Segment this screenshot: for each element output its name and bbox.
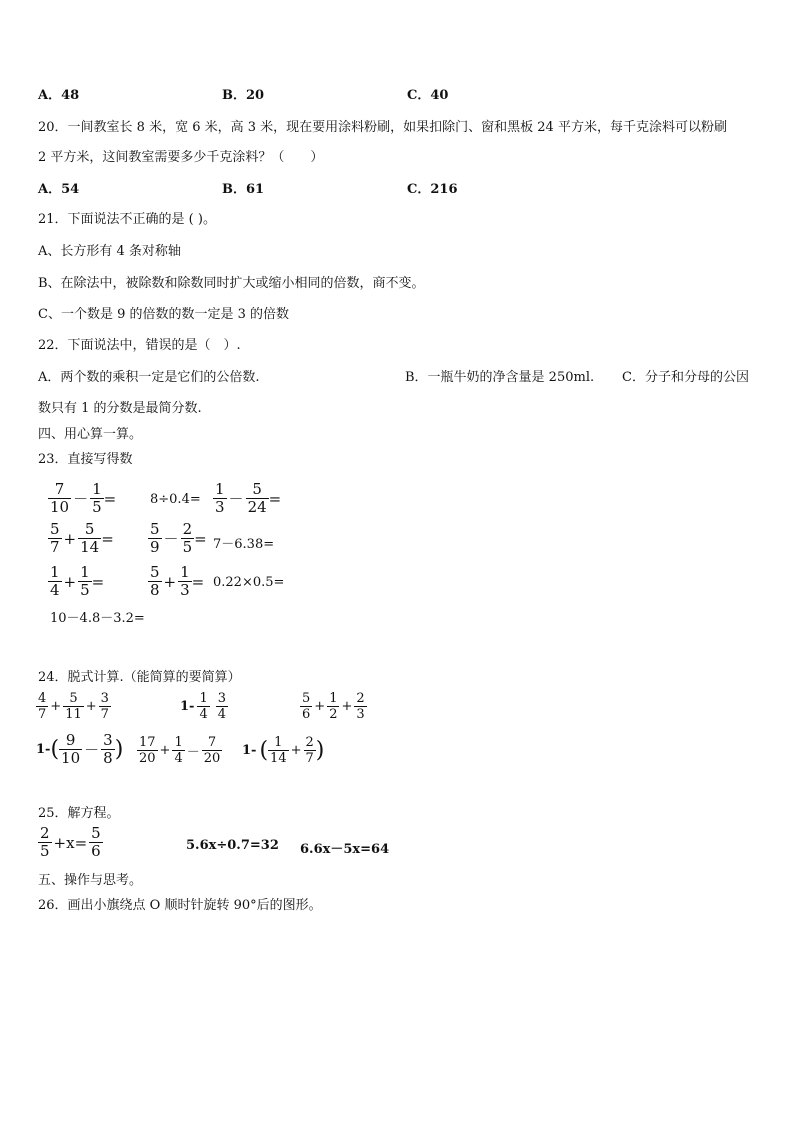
q23-r4c1: 10－4.8－3.2= — [50, 611, 145, 626]
q25-equation-3: 6.6x－5x=64 — [300, 842, 390, 857]
q19-option-c: C．40 — [407, 88, 449, 103]
q20-stem-line1: 20．一间教室长 8 米，宽 6 米，高 3 米，现在要用涂料粉刷，如果扣除门、窗和黑板 24 平方米，每千克涂料可以粉刷 — [38, 120, 727, 135]
q20-option-c: C．216 — [407, 182, 458, 197]
q23-r2c2: $\frac{5}{9}$ － $\frac{2}{5}$ = — [150, 520, 207, 556]
q20-option-b: B．61 — [222, 182, 265, 197]
q22-option-c: C．分子和分母的公因 — [622, 370, 749, 385]
q19-option-b: B．20 — [222, 88, 265, 103]
q21-option-c: C、一个数是 9 的倍数的数一定是 3 的倍数 — [38, 307, 290, 322]
q25-equation-2: 5.6x÷0.7=32 — [186, 838, 279, 853]
q23-r3c2: $\frac{5}{8}$ + $\frac{1}{3}$ = — [150, 563, 205, 599]
q24-expr-6: 1- ( $\frac{1}{14}$ + $\frac{2}{7}$ ) — [242, 735, 325, 766]
q22-option-c-continued: 数只有 1 的分数是最简分数. — [38, 401, 202, 416]
q21-option-b: B、在除法中，被除数和除数同时扩大或缩小相同的倍数，商不变。 — [38, 276, 425, 291]
q23-r2c1: $\frac{5}{7}$ + $\frac{5}{14}$ = — [50, 520, 114, 556]
q23-r1c1: $\frac{7}{10}$ － $\frac{1}{5}$ = — [50, 480, 117, 516]
q23-r2c3: 7－6.38= — [213, 537, 275, 552]
q24-expr-1: $\frac{4}{7}$ + $\frac{5}{11}$ + $\frac{3}{7}$ — [38, 691, 109, 722]
q23-r1c2: 8÷0.4= — [150, 492, 201, 507]
q25-stem: 25．解方程。 — [38, 806, 120, 821]
section-5-heading: 五、操作与思考。 — [38, 873, 143, 888]
section-4-heading: 四、用心算一算。 — [38, 427, 143, 442]
q21-stem: 21．下面说法不正确的是 ( )。 — [38, 212, 216, 227]
q23-r3c1: $\frac{1}{4}$ + $\frac{1}{5}$ = — [50, 563, 105, 599]
q24-expr-2: 1- $\frac{1}{4}$ $\frac{3}{4}$ — [180, 691, 227, 722]
q24-stem: 24．脱式计算.（能简算的要简算） — [38, 670, 241, 685]
q25-equation-1: $\frac{2}{5}$ +x= $\frac{5}{6}$ — [40, 824, 101, 860]
q22-option-a: A．两个数的乘积一定是它们的公倍数. — [38, 370, 260, 385]
q23-r1c3: $\frac{1}{3}$ － $\frac{5}{24}$ = — [215, 480, 282, 516]
q19-option-a: A．48 — [38, 88, 80, 103]
q24-expr-3: $\frac{5}{6}$ + $\frac{1}{2}$ + $\frac{2}{3}$ — [302, 691, 365, 722]
q21-option-a: A、长方形有 4 条对称轴 — [38, 244, 181, 259]
q26-stem: 26．画出小旗绕点 O 顺时针旋转 90°后的图形。 — [38, 898, 322, 913]
q20-option-a: A．54 — [38, 182, 80, 197]
q24-expr-4: 1- ( $\frac{9}{10}$ － $\frac{3}{8}$ ) — [36, 731, 124, 767]
q22-option-b: B．一瓶牛奶的净含量是 250ml. — [405, 370, 595, 385]
q20-stem-line2: 2 平方米，这间教室需要多少千克涂料？（ ） — [38, 150, 324, 165]
q23-r3c3: 0.22×0.5= — [213, 575, 285, 590]
q22-stem: 22．下面说法中，错误的是（ ）. — [38, 338, 241, 353]
q24-expr-5: $\frac{17}{20}$ + $\frac{1}{4}$ － $\frac{7}{20}$ — [139, 735, 221, 766]
q23-stem: 23．直接写得数 — [38, 452, 133, 467]
